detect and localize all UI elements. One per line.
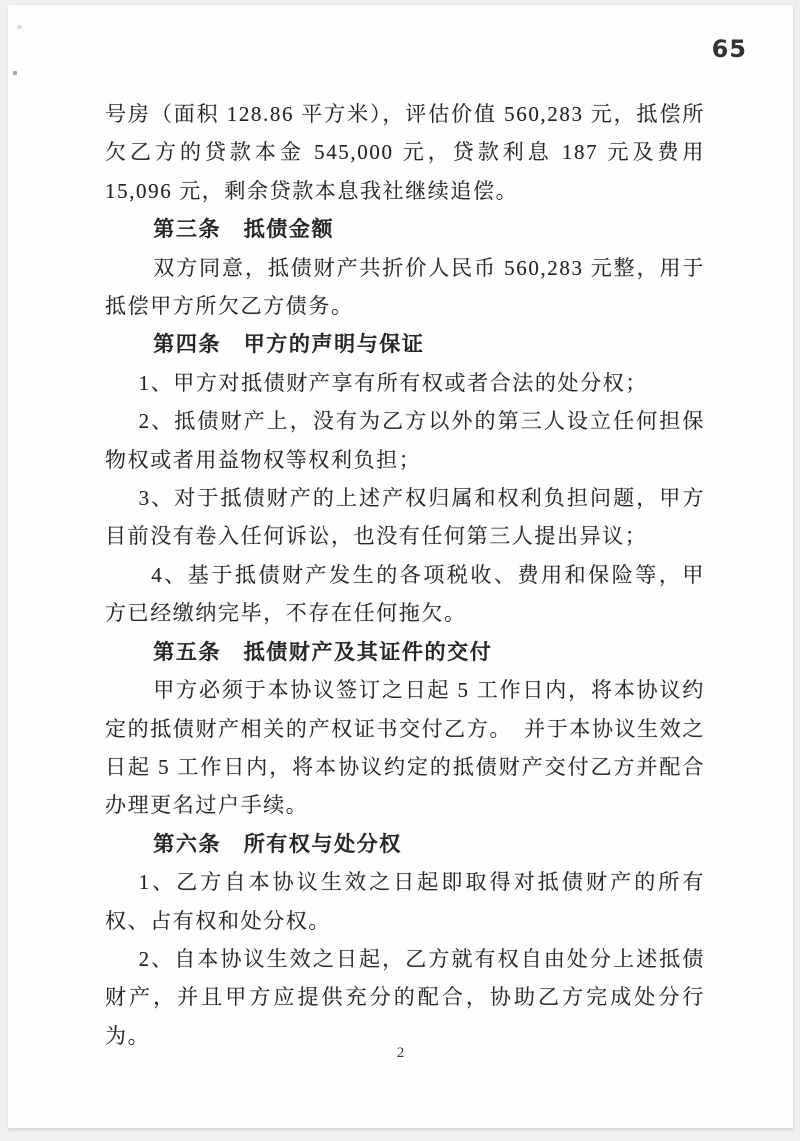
contract-paragraph: 3、对于抵债财产的上述产权归属和权利负担问题，甲方目前没有卷入任何诉讼，也没有任何第三人提出异议； [105, 486, 705, 549]
contract-paragraph: 4、基于抵债财产发生的各项税收、费用和保险等，甲方已经缴纳完毕，不存在任何拖欠。 [105, 562, 705, 626]
contract-paragraph: 1、甲方对抵债财产享有所有权或者合法的处分权； [138, 370, 648, 395]
contract-paragraph: 双方同意，抵债财产共折价人民币 560,283 元整，用于抵偿甲方所欠乙方债务。 [105, 255, 705, 319]
contract-paragraph: 1、乙方自本协议生效之日起即取得对抵债财产的所有权、占有权和处分权。 [105, 870, 705, 933]
contract-paragraph: 号房（面积 128.86 平方米），评估价值 560,283 元，抵偿所欠乙方的贷款本金 545,000 元，贷款利息 187 元及费用 15,096 元，剩余贷款本息我社继续追偿。 [105, 102, 705, 203]
section-heading: 第三条 抵债金额 [153, 217, 335, 242]
page-number: 2 [396, 1045, 405, 1061]
contract-paragraph: 甲方必须于本协议签订之日起 5 工作日内，将本协议约定的抵债财产相关的产权证书交付乙方。 并于本协议生效之日起 5 工作日内，将本协议约定的抵债财产交付乙方并配合办理更名过户手续。 [105, 678, 705, 818]
section-heading: 第六条 所有权与处分权 [153, 831, 402, 856]
section-heading: 第五条 抵债财产及其证件的交付 [153, 639, 493, 664]
contract-text [105, 95, 705, 1055]
contract-paragraph: 2、抵债财产上，没有为乙方以外的第三人设立任何担保物权或者用益物权等权利负担； [105, 409, 705, 472]
section-heading: 第四条 甲方的声明与保证 [153, 332, 425, 357]
scanned-page [8, 5, 793, 1128]
scan-artifact-dot [13, 71, 17, 75]
contract-paragraph: 2、自本协议生效之日起，乙方就有权自由处分上述抵债财产，并且甲方应提供充分的配合，协助乙方完成处分行为。 [105, 946, 705, 1048]
folio-number: 65 [711, 35, 747, 63]
scan-artifact-speck [17, 25, 22, 29]
